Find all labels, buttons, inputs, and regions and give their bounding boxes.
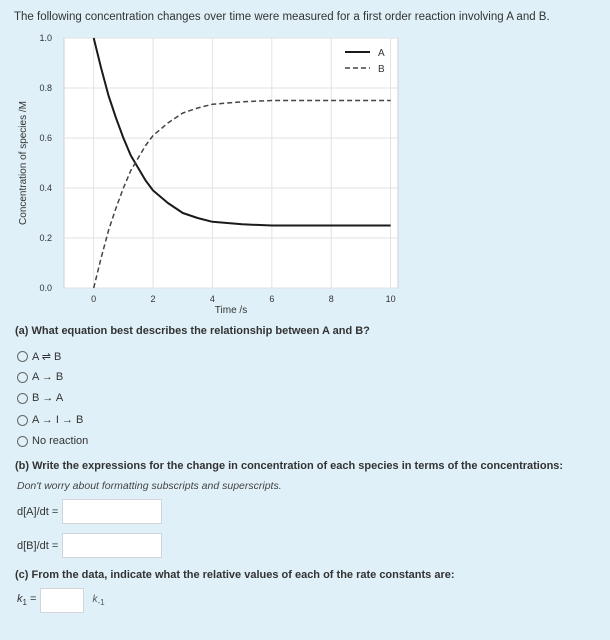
option-label: B → A xyxy=(32,392,64,404)
k-row xyxy=(17,588,105,613)
x-tick-label: 10 xyxy=(385,294,396,304)
field-label-da: d[A]/dt = xyxy=(17,505,59,518)
legend-label-a: A xyxy=(378,48,385,59)
question-b: (b) Write the expressions for the change in concentration of each species in terms of the concentrations: xyxy=(15,460,564,472)
y-tick-label: 0.2 xyxy=(39,233,52,243)
option-a-equilibrium[interactable] xyxy=(17,350,61,363)
k1-label: $k_1$ = xyxy=(17,593,37,608)
y-tick-label: 0.8 xyxy=(39,83,52,93)
option-no-reaction[interactable] xyxy=(17,435,88,447)
option-label: A ⇌ B xyxy=(32,351,62,363)
field-label-db: d[B]/dt = xyxy=(17,539,59,552)
option-intermediate[interactable] xyxy=(17,414,83,426)
radio-icon[interactable] xyxy=(17,372,28,383)
y-tick-label: 0.6 xyxy=(39,133,52,143)
option-label: A → B xyxy=(32,371,64,383)
x-tick-label: 8 xyxy=(328,294,334,304)
y-tick-label: 1.0 xyxy=(39,33,52,43)
k-minus1-label: $k_{-1}$ xyxy=(92,594,105,607)
plot-background xyxy=(64,38,398,288)
radio-icon[interactable] xyxy=(17,351,28,362)
field-row-db xyxy=(17,533,162,558)
legend-label-b: B xyxy=(378,64,385,75)
radio-icon[interactable] xyxy=(17,436,28,447)
option-a-to-b[interactable] xyxy=(17,371,63,383)
radio-icon[interactable] xyxy=(17,415,28,426)
x-tick-label: 2 xyxy=(150,294,156,304)
db-dt-input[interactable] xyxy=(62,533,162,558)
k-relation-input[interactable] xyxy=(40,588,84,613)
option-b-to-a[interactable] xyxy=(17,392,63,404)
y-tick-label: 0.4 xyxy=(39,183,52,193)
field-row-da xyxy=(17,499,162,524)
y-tick-label: 0.0 xyxy=(39,283,52,293)
intro-text: The following concentration changes over time were measured for a first order reaction involving A and B. xyxy=(14,11,550,23)
question-a: (a) What equation best describes the relationship between A and B? xyxy=(15,325,370,337)
da-dt-input[interactable] xyxy=(62,499,162,524)
hint-text: Don't worry about formatting subscripts and superscripts. xyxy=(17,480,282,492)
x-tick-label: 4 xyxy=(209,294,215,304)
question-c: (c) From the data, indicate what the relative values of each of the rate constants are: xyxy=(15,569,455,581)
x-tick-label: 0 xyxy=(91,294,97,304)
x-tick-label: 6 xyxy=(269,294,275,304)
concentration-chart xyxy=(10,28,410,323)
option-label: No reaction xyxy=(32,435,89,447)
option-label: A → I → B xyxy=(32,414,84,426)
radio-icon[interactable] xyxy=(17,393,28,404)
x-axis-label: Time /s xyxy=(214,305,248,316)
y-axis-label: Concentration of species /M xyxy=(18,101,29,225)
